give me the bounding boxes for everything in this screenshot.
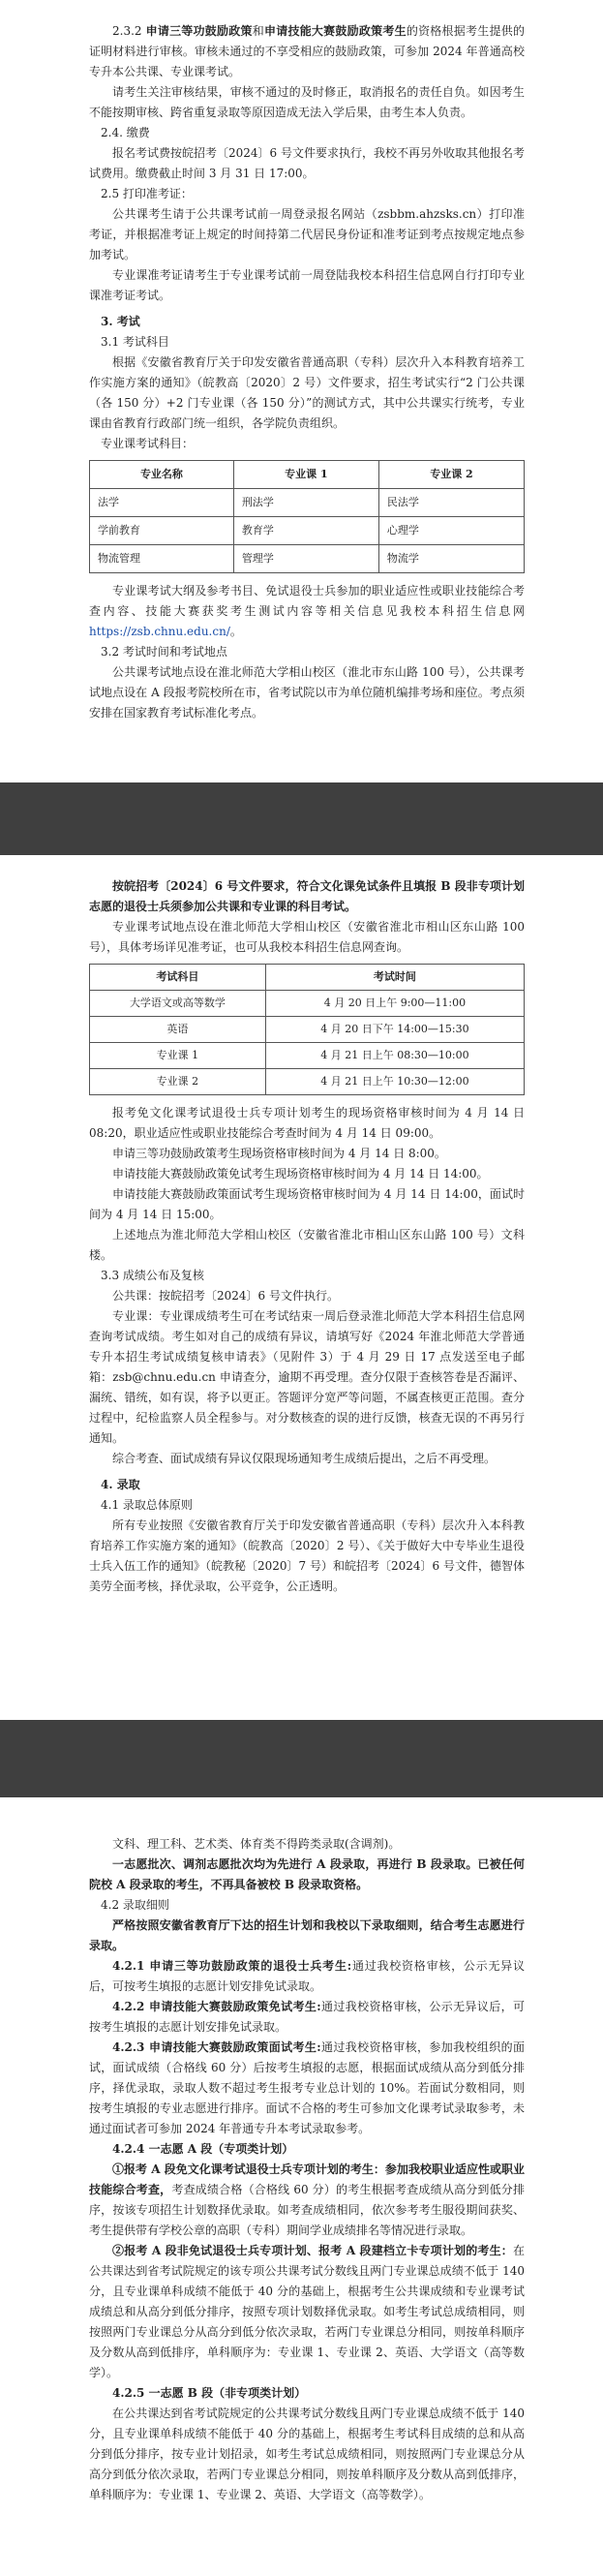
print-admission-paragraph-2: 专业课准考证请考生于专业课考试前一周登陆我校本科招生信息网自行打印专业课准考证考试。 — [89, 268, 525, 302]
rule-4-2-2: 4.2.2 申请技能大赛鼓励政策免试考生:通过我校资格审核，公示无异议后，可按考生填报的志愿计划安排免试录取。 — [89, 2000, 525, 2034]
section-2-3-2: 2.3.2 申请三等功鼓励政策和申请技能大赛鼓励政策考生的资格根据考生提供的证明材料进行审核。审核未通过的不享受相应的鼓励政策，可参加 2024 年普通高校专升本公共课、专业课考试。 — [89, 24, 525, 78]
document-page-1 — [0, 0, 603, 782]
document-page-2 — [0, 855, 603, 1720]
location-paragraph: 上述地点为淮北师范大学相山校区（安徽省淮北市相山区东山路 100 号）文科楼。 — [89, 1228, 525, 1262]
exam-address-paragraph: 专业课考试地点设在淮北师范大学相山校区（安徽省淮北市相山区东山路 100 号），具体考场详见准考证，也可从我校本科招生信息网查询。 — [89, 920, 525, 954]
page-separator — [0, 1720, 603, 1797]
table-header-cell: 考试科目 — [90, 965, 266, 991]
table-header-cell: 专业名称 — [90, 461, 234, 489]
syllabus-paragraph: 专业课考试大纲及参考书目、免试退役士兵参加的职业适应性或职业技能综合考查内容、技能大赛获奖考生测试内容等相关信息见我校本科招生信息网 https://zsb.chnu.edu.cn/。 — [89, 584, 525, 638]
table-header-cell: 考试时间 — [265, 965, 524, 991]
merit-review-paragraph: 申请三等功鼓励政策考生现场资格审核时间为 4 月 14 日 8:00。 — [112, 1147, 446, 1160]
print-admission-paragraph-1: 公共课考生请于公共课考试前一周登录报名网站（zsbbm.ahzsks.cn）打印准考证，并根据准考证上规定的时间持第二代居民身份证和准考证到考点按规定地点参加考试。 — [89, 207, 525, 261]
table-cell: 法学 — [90, 489, 234, 517]
rule-4-2-4-item-2: ②报考 A 段非免试退役士兵专项计划、报考 A 段建档立卡专项计划的考生：在公共课达到省考试院规定的该专项公共课考试分数线且两门专业课总成绩不低于 140 分，且专业课单科成绩不能低于 40 分的基础上，根据考生公共课成绩和专业课考试成绩总和从高分到低分排序，按照专项计划数择优录取。如考生考试总成绩相同，则按照两门专业课总分从高分到低分依次录取，若两门专业课总分相同，则按单科顺序及分数从高到低排序，单科顺序为：专业课 1、专业课 2、英语、大学语文（高等数学）。 — [89, 2244, 525, 2379]
table-caption: 专业课考试科目： — [101, 437, 195, 450]
table-header-row — [90, 461, 525, 489]
fee-paragraph: 报名考试费按皖招考〔2024〕6 号文件要求执行，我校不再另外收取其他报名考试费用。缴费截止时间 3 月 31 日 17:00。 — [89, 146, 525, 180]
table-cell: 英语 — [90, 1017, 266, 1043]
table-row — [90, 545, 525, 573]
subjects-paragraph: 根据《安徽省教育厅关于印发安徽省普通高职（专科）层次升入本科教育培养工作实施方案的通知》（皖教高〔2020〕2 号）文件要求，招生考试实行“2 门公共课（各 150 分）+2 门专业课（各 150 分）”的测试方式，其中公共课实行统考，专业课由省教育行政部门统一组织，各学院负责组织。 — [89, 355, 525, 430]
table-cell: 刑法学 — [233, 489, 378, 517]
review-paragraph: 请考生关注审核结果，审核不通过的及时修正，取消报名的责任自负。如因考生不能按期审核、跨省重复录取等原因造成无法入学后果，由考生本人负责。 — [89, 85, 525, 119]
document-page-3 — [0, 1797, 603, 2576]
section-2-4-heading: 2.4. 缴费 — [101, 126, 150, 139]
table-cell: 4 月 21 日上午 10:30—12:00 — [265, 1069, 524, 1095]
section-3-1-heading: 3.1 考试科目 — [101, 335, 169, 349]
rule-4-2-5-heading: 4.2.5 一志愿 B 段（非专项类计划） — [112, 2386, 307, 2400]
exam-place-paragraph: 公共课考试地点设在淮北师范大学相山校区（淮北市东山路 100 号），公共课考试地点设在 A 段报考院校所在市，省考试院以市为单位随机编排考场和座位。考点须安排在国家教育考试标准化考点。 — [89, 665, 525, 720]
table-header-cell: 专业课 2 — [378, 461, 524, 489]
section-3-2-heading: 3.2 考试时间和考试地点 — [101, 645, 227, 659]
table-cell: 心理学 — [378, 517, 524, 545]
professional-score-paragraph: 专业课：专业课成绩考生可在考试结束一周后登录淮北师范大学本科招生信息网查询考试成绩。考生如对自己的成绩有异议，请填写好《2024 年淮北师范大学普通专升本招生考试成绩复核申请表》（见附件 3）于 4 月 29 日 17 点发送至电子邮箱：zsb@chnu.edu.cn 申请查分，逾期不再受理。查分仅限于查核答卷是否漏评、漏统、错统，如有误，将予以更正。答题评分宽严等问题，不属查核更正范围。查分过程中，纪检监察人员全程参与。对分数核查的误的进行反馈，核查无误的不再另行通知。 — [89, 1309, 525, 1445]
rule-4-2-4-heading: 4.2.4 一志愿 A 段（专项类计划） — [112, 2142, 294, 2156]
strict-rules-paragraph: 严格按照安徽省教育厅下达的招生计划和我校以下录取细则，结合考生志愿进行录取。 — [89, 1918, 525, 1952]
table-row — [90, 1069, 525, 1095]
section-2-5-heading: 2.5 打印准考证： — [101, 187, 193, 200]
section-4-2-heading: 4.2 录取细则 — [101, 1898, 169, 1912]
table-cell: 大学语文或高等数学 — [90, 991, 266, 1017]
skill-exempt-review-paragraph: 申请技能大赛鼓励政策免试考生现场资格审核时间为 4 月 14 日 14:00。 — [112, 1167, 489, 1181]
admission-principle-paragraph: 所有专业按照《安徽省教育厅关于印发安徽省普通高职（专科）层次升入本科教育培养工作实施方案的通知》（皖教高〔2020〕2 号）、《关于做好大中专毕业生退役士兵入伍工作的通知》（皖教秘〔2020〕7 号）和皖招考〔2024〕6 号文件，德智体美劳全面考核，择优录取，公平竞争，公正透明。 — [89, 1518, 525, 1593]
table-cell: 学前教育 — [90, 517, 234, 545]
table-row — [90, 991, 525, 1017]
exempt-review-paragraph: 报考免文化课考试退役士兵专项计划考生的现场资格审核时间为 4 月 14 日 08:20，职业适应性或职业技能综合考查时间为 4 月 14 日 09:00。 — [89, 1106, 525, 1140]
section-4-heading: 4. 录取 — [101, 1478, 140, 1491]
table-cell: 4 月 20 日下午 14:00—15:30 — [265, 1017, 524, 1043]
skill-interview-review-paragraph: 申请技能大赛鼓励政策面试考生现场资格审核时间为 4 月 14 日 14:00，面试时间为 4 月 14 日 15:00。 — [89, 1187, 525, 1221]
table-cell: 物流学 — [378, 545, 524, 573]
page-separator — [0, 782, 603, 855]
table-header-row — [90, 965, 525, 991]
table-cell: 专业课 1 — [90, 1043, 266, 1069]
section-3-3-heading: 3.3 成绩公布及复核 — [101, 1269, 204, 1282]
rule-4-2-4-item-1: ①报考 A 段免文化课考试退役士兵专项计划的考生：参加我校职业适应性或职业技能综合考查，考查成绩合格（合格线 60 分）的考生根据考查成绩从高分到低分排序，按该专项招生计划数择优录取。如考查成绩相同，依次参考考生服役期间获奖、考生提供带有学校公章的高职（专科）期间学业成绩排名等情况进行录取。 — [89, 2162, 525, 2237]
rule-4-2-5-text: 在公共课达到省考试院规定的公共课考试分数线且两门专业课总成绩不低于 140 分，且专业课单科成绩不能低于 40 分的基础上，根据考生考试科目成绩的总和从高分到低分排序，按专业计划招录，如考生考试总成绩相同，则按照两门专业课总分从高分到低分依次录取，若两门专业课总分相同，则按单科顺序及分数从高到低排序，单科顺序为：专业课 1、专业课 2、英语、大学语文（高等数学）。 — [89, 2407, 525, 2501]
batch-order-paragraph: 一志愿批次、调剂志愿批次均为先进行 A 段录取，再进行 B 段录取。已被任何院校 A 段录取的考生，不再具备被校 B 段录取资格。 — [89, 1857, 525, 1891]
table-row — [90, 1017, 525, 1043]
table-row — [90, 1043, 525, 1069]
rule-4-2-3: 4.2.3 申请技能大赛鼓励政策面试考生:通过我校资格审核，参加我校组织的面试，面试成绩（合格线 60 分）后按考生填报的志愿，根据面试成绩从高分到低分排序，择优录取，录取人数不超过考生报考专业总计划的 10%。若面试分数相同，则按考生填报的专业志愿进行排序。面试不合格的考生可参加文化课考试录取参考，未通过面试者可参加 2024 年普通专升本考试录取参考。 — [89, 2040, 525, 2135]
no-cross-admission-paragraph: 文科、理工科、艺术类、体育类不得跨类录取(含调剂)。 — [112, 1837, 401, 1851]
rule-4-2-1: 4.2.1 申请三等功鼓励政策的退役士兵考生:通过我校资格审核，公示无异议后，可按考生填报的志愿计划安排免试录取。 — [89, 1959, 525, 1993]
public-score-paragraph: 公共课：按皖招考〔2024〕6 号文件执行。 — [112, 1289, 339, 1303]
table-cell: 管理学 — [233, 545, 378, 573]
table-row — [90, 517, 525, 545]
table-row — [90, 489, 525, 517]
table-cell: 专业课 2 — [90, 1069, 266, 1095]
table-cell: 4 月 20 日上午 9:00—11:00 — [265, 991, 524, 1017]
table-cell: 物流管理 — [90, 545, 234, 573]
exam-schedule-table — [89, 964, 525, 1095]
table-cell: 民法学 — [378, 489, 524, 517]
major-subjects-table — [89, 460, 525, 573]
section-3-heading: 3. 考试 — [101, 315, 140, 328]
table-cell: 教育学 — [233, 517, 378, 545]
table-header-cell: 专业课 1 — [233, 461, 378, 489]
bold-intro-paragraph: 按皖招考〔2024〕6 号文件要求，符合文化课免试条件且填报 B 段非专项计划志愿的退役士兵须参加公共课和专业课的科目考试。 — [89, 879, 525, 913]
section-4-1-heading: 4.1 录取总体原则 — [101, 1498, 193, 1512]
comprehensive-score-paragraph: 综合考查、面试成绩有异议仅限现场通知考生成绩后提出，之后不再受理。 — [112, 1452, 497, 1465]
admissions-website-link[interactable]: https://zsb.chnu.edu.cn/ — [89, 625, 230, 638]
table-cell: 4 月 21 日上午 08:30—10:00 — [265, 1043, 524, 1069]
